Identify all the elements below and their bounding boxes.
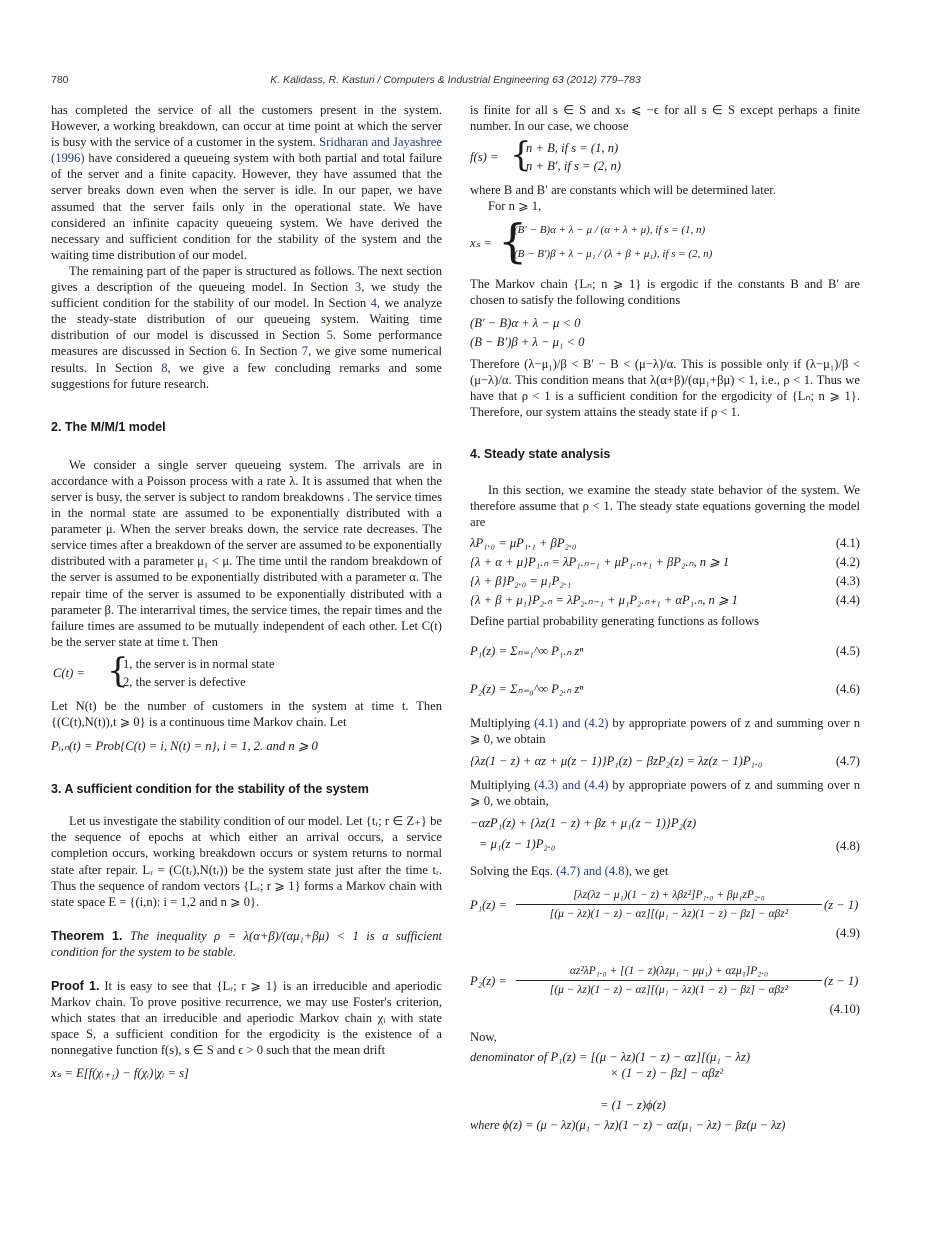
intro-paragraph [51, 102, 442, 263]
xs-equation [470, 214, 860, 270]
therefore-paragraph: Therefore (λ−μ₁)/β < B′ − B < (μ−λ)/α. This is possible only if (λ−μ₁)/β < (μ−λ)/α. This condition means that λ(α+β)/(αμ₁+βμ) < 1, i.e., ρ < 1. Thus we have that ρ < 1 is a sufficient condition for the ergodicity of {Lₙ; n ⩾ 1}. Therefore, our system attains the steady state if ρ < 1. [470, 356, 860, 420]
ergodic-paragraph: The Markov chain {Lₙ; n ⩾ 1} is ergodic if the constants B and B′ are chosen to satisfy the following conditions [470, 277, 860, 308]
gf1-expr: P₁(z) = Σₙ₌₁^∞ P₁.ₙ zⁿ [470, 643, 584, 658]
structure-text: , we study the sufficient condition for the stability of our model. In Section [51, 280, 442, 311]
eq410-denominator: [(μ − λz)(1 − z) − αz][(μ₁ − λz)(1 − z) − βz] − αβz² [549, 984, 789, 997]
equation-4-3 [470, 573, 860, 592]
equation-4-9 [470, 887, 860, 943]
text: by appropriate powers of z and summing over n ⩾ 0, we obtain, [470, 777, 861, 808]
eq410-fraction [516, 963, 822, 998]
probability-definition: Pᵢ,ₙ(t) = Prob{C(t) = i, N(t) = n}, i = 1, 2. and n ⩾ 0 [51, 739, 318, 754]
text: Multiplying [470, 777, 535, 792]
eq49-lhs: P₁(z) = [470, 898, 508, 913]
running-title: K. Kalidass, R. Kasturi / Computers & Industrial Engineering 63 (2012) 779–783 [270, 74, 641, 86]
equation-4-6 [470, 681, 860, 707]
phi-definition: where ϕ(z) = (μ − λz)(μ₁ − λz)(1 − z) − αz(μ₁ − λz) − βz(μ − λz) [470, 1118, 786, 1133]
structure-text: . Some performance measures are discussed in Section [51, 328, 442, 359]
section-3-heading: 3. A sufficient condition for the stability of the system [51, 782, 369, 797]
now-text: Now, [470, 1030, 497, 1045]
right-column [470, 102, 860, 1134]
text: Solving the Eqs. [470, 863, 557, 878]
text: by appropriate powers of z and summing over n ⩾ 0, we obtain [470, 715, 861, 746]
eq410-tail: (z − 1) [824, 974, 859, 989]
model-paragraph: We consider a single server queueing system. The arrivals are in accordance with a Poisson process with a rate λ. It is assumed that when the server is busy, the server is subject to random breakdowns . The service times in the normal state are assumed to be exponentially distributed with a parameter μ. When the server breaks down, the service rate decreases. The service times after a breakdown of the server are assumed to be exponentially distributed with a parameter μ₁ < μ. The time until the random breakdown of the server is assumed to be exponentially distributed with a parameter α. The repair time of the server is assumed to be exponentially distributed with a parameter β. The interarrival times, the service times, the repair times and the failure times are assumed to be mutually independent of each other. Let C(t) be the server state at time t. Then [51, 457, 443, 649]
fs-case-1: n + B, if s = (1, n) [526, 141, 619, 156]
left-brace: { [510, 135, 532, 176]
eq410-lhs: P₂(z) = [470, 974, 508, 989]
intro-text-a: has completed the service of all the customers present in the system. However, a working breakdown, can occur at time point at which the server is busy with the service of a customer in the system. [51, 103, 442, 150]
multiply-paragraph-1 [470, 715, 860, 747]
ct-case-normal: 1, the server is in normal state [123, 656, 275, 671]
section-6-link[interactable]: 6 [230, 344, 238, 359]
citation-link[interactable]: Sridharan and Jayashree (1996) [51, 135, 442, 166]
for-n-text: For n ⩾ 1, [488, 199, 542, 214]
fs-equation [470, 135, 860, 176]
equation-number: (4.7) [835, 753, 860, 768]
text: , we get [628, 863, 669, 878]
foster-continuation: is finite for all s ∈ S and xₛ ⩽ −ϵ for all s ∈ S except perhaps a finite number. In our case, we choose [470, 103, 860, 134]
eq49-denominator: [(μ − λz)(1 − z) − αz][(μ₁ − λz)(1 − z) − βz] − αβz² [549, 908, 789, 921]
eq410-numerator: αz²λP₁.₀ + [(1 − z)(λzμ₁ − μμ₁) + αzμ₁]P₂.₀ [516, 963, 822, 981]
eq49-fraction [516, 887, 822, 922]
equation-number: (4.6) [835, 681, 860, 696]
eq48-line-2: = μ₁(z − 1)P₂.₀ [479, 837, 556, 852]
equation-number: (4.9) [835, 926, 860, 941]
equation-expr: λP₁.₀ = μP₁.₁ + βP₂.₀ [470, 535, 577, 550]
xs-case-1: (B′ − B)α + λ − μ / (α + λ + μ), if s = (1, n) [514, 224, 706, 237]
drift-equation: xₛ = E[f(χᵢ₊₁) − f(χᵢ)|χᵢ = s] [51, 1065, 189, 1080]
server-state-equation [51, 650, 442, 691]
condition-2: (B − B′)β + λ − μ₁ < 0 [470, 334, 585, 349]
left-brace: { [107, 650, 129, 691]
equation-4-10 [470, 963, 860, 1019]
equation-expr: {λ + α + μ}P₁.ₙ = λP₁.ₙ₋₁ + μP₁.ₙ₊₁ + βP₂.ₙ, n ⩾ 1 [470, 554, 730, 569]
eq49-tail: (z − 1) [824, 898, 859, 913]
equation-number: (4.10) [829, 1002, 860, 1017]
structure-text: , we analyze the steady-state distribution of our queueing system. Waiting time distribution of our model is discussed in Section [51, 296, 442, 343]
denominator-line-2: × (1 − z) − βz] − αβz² [610, 1066, 724, 1081]
proof-1 [51, 978, 442, 1058]
section-5-link[interactable]: 5 [326, 328, 333, 343]
left-column [51, 102, 442, 1081]
section-3-link[interactable]: 3 [354, 280, 362, 295]
equation-4-7 [470, 753, 860, 773]
equation-ref-link[interactable]: (4.7) and (4.8) [556, 863, 629, 878]
structure-text: , we give a few concluding remarks and some suggestions for future research. [51, 360, 442, 391]
structure-text: . In Section [237, 344, 302, 359]
page-number: 780 [51, 74, 69, 86]
xs-lhs: xₛ = [470, 236, 492, 251]
equation-4-1 [470, 535, 860, 554]
stability-paragraph: Let us investigate the stability condition of our model. Let {tᵣ; r ∈ Z₊} be the sequence of epochs at which either an arrival occurs, a service completion occurs, working breakdown occurs or system returns to normal state after repair. Lᵣ = (C(tᵣ),N(tᵣ)) be the system state just after the time tᵣ. Thus the sequence of random vectors {Lᵣ; r ⩾ 1} forms a Markov chain with state space E = {(i,n): i = 1,2 and n ⩾ 0}. [51, 814, 442, 909]
equation-ref-link[interactable]: (4.1) and (4.2) [534, 715, 609, 730]
ct-lhs: C(t) = [53, 665, 85, 680]
proof-text: It is easy to see that {Lᵣ; r ⩾ 1} is an irreducible and aperiodic Markov chain. To prove positive recurrence, we may use Foster's criterion, which states that an irreducible and aperiodic Markov chain χᵢ with state space S, a sufficient condition for the ergodicity is the existence of a nonnegative function f(s), s ∈ S and ϵ > 0 such that the mean drift [51, 979, 442, 1058]
running-header [51, 74, 860, 90]
ct-case-defective: 2, the server is defective [123, 674, 246, 689]
steady-state-paragraph: In this section, we examine the steady state behavior of the system. We therefore assume that ρ < 1. The steady state equations governing the model are [470, 483, 860, 530]
fs-lhs: f(s) = [470, 150, 499, 165]
markov-chain-paragraph: Let N(t) be the number of customers in the system at time t. Then {(C(t),N(t)),t ⩾ 0} is a continuous time Markov chain. Let [51, 698, 442, 729]
structure-text: The remaining part of the paper is structured as follows. The next section gives a description of the queueing model. In Section [51, 263, 442, 295]
intro-text-b: have considered a queueing system with both partial and total failure of the server and a finite capacity. However, they have assumed that the server breaks down even when the server is idle. In our paper, we have assumed that the server fails only in the operational state. We have considered an infinite capacity queueing system. We have derived the necessary and sufficient condition for the stability of the system and the waiting time distribution of our model. [51, 151, 442, 262]
equation-expr: {λ + β + μ₁}P₂.ₙ = λP₂.ₙ₋₁ + μ₁P₂.ₙ₊₁ + αP₁.ₙ, n ⩾ 1 [470, 592, 738, 607]
equation-number: (4.5) [835, 643, 860, 658]
theorem-label: Theorem 1. [51, 928, 123, 943]
equation-number: (4.8) [835, 838, 860, 853]
constants-text: where B and B′ are constants which will be determined later. [470, 183, 776, 198]
solving-paragraph [470, 863, 860, 879]
section-4-link[interactable]: 4 [370, 296, 377, 311]
equation-number: (4.3) [835, 573, 860, 588]
equation-number: (4.4) [835, 592, 860, 607]
gf-intro: Define partial probability generating functions as follows [470, 613, 759, 628]
section-4-heading: 4. Steady state analysis [470, 447, 611, 462]
structure-paragraph [51, 263, 442, 392]
denominator-derivation [470, 1049, 860, 1113]
equation-4-4 [470, 592, 860, 611]
eq47-expr: {λz(1 − z) + αz + μ(z − 1)}P₁(z) − βzP₂(z) = λz(z − 1)P₁.₀ [470, 753, 763, 768]
equation-number: (4.1) [835, 535, 860, 550]
equation-4-8 [470, 815, 860, 857]
fs-case-2: n + B′, if s = (2, n) [526, 159, 621, 174]
equation-4-2 [470, 554, 860, 573]
equation-4-5 [470, 643, 860, 669]
section-8-link[interactable]: 8 [161, 360, 168, 375]
left-brace: { [498, 214, 528, 269]
gf2-expr: P₂(z) = Σₙ₌₀^∞ P₂.ₙ zⁿ [470, 681, 584, 696]
eq48-line-1: −αzP₁(z) + {λz(1 − z) + βz + μ₁(z − 1)}P₂(z) [470, 815, 697, 830]
theorem-text: The inequality ρ = λ(α+β)/(αμ₁+βμ) < 1 is a sufficient condition for the system to be stable. [51, 928, 442, 959]
denominator-line-1: denominator of P₁(z) = [(μ − λz)(1 − z) − αz][(μ₁ − λz) [470, 1050, 751, 1065]
proof-label: Proof 1. [51, 979, 100, 994]
text: Multiplying [470, 715, 535, 730]
multiply-paragraph-2 [470, 777, 860, 809]
steady-state-equations [470, 535, 860, 611]
denominator-line-3: = (1 − z)ϕ(z) [600, 1098, 666, 1113]
equation-expr: {λ + β}P₂.₀ = μ₁P₂.₁ [470, 573, 572, 588]
eq49-numerator: [λz(λz − μ₁)(1 − z) + λβz²]P₁.₀ + βμ₁zP₂.₀ [516, 887, 822, 905]
section-2-heading: 2. The M/M/1 model [51, 419, 166, 434]
theorem-1 [51, 928, 442, 960]
section-7-link[interactable]: 7 [301, 344, 309, 359]
condition-1: (B′ − B)α + λ − μ < 0 [470, 315, 581, 330]
equation-ref-link[interactable]: (4.3) and (4.4) [534, 777, 609, 792]
xs-case-2: (B − B′)β + λ − μ₁ / (λ + β + μ₁), if s = (2, n) [514, 248, 713, 261]
structure-text: , we give some numerical results. In Section [51, 344, 442, 375]
equation-number: (4.2) [835, 554, 860, 569]
